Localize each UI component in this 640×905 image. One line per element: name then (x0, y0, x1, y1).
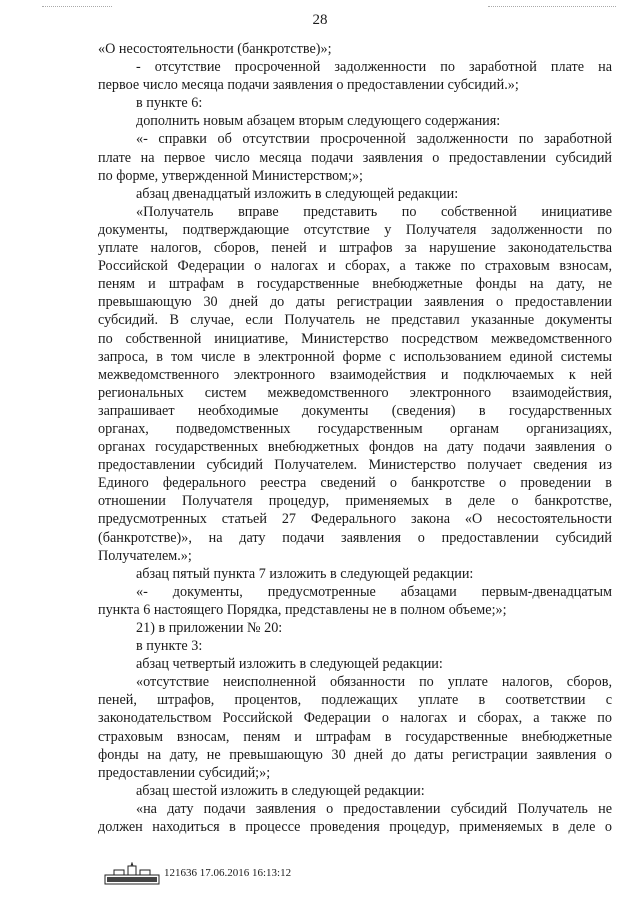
text-line: абзац пятый пункта 7 изложить в следующей редакции: (136, 565, 474, 582)
text-line: Единого федерального реестра сведений о банкротстве о проведении в (98, 475, 612, 492)
text-line: «на дату подачи заявления о предоставлении субсидий Получатель не (136, 800, 612, 817)
text-line: предоставлении субсидий Получателем. Министерство получает сведения из (98, 457, 612, 474)
scan-header-mark-right (488, 6, 616, 11)
text-line: субсидий. В случае, если Получатель не представил указанные документы (98, 312, 612, 329)
text-line: Российской Федерации о налогах и сборах, а также по страховым взносам, (98, 258, 612, 275)
text-line: должен находиться в процессе проведения процедур, применяемых в деле о (98, 819, 612, 836)
text-line: (банкротстве)», на дату подачи заявления о предоставлении субсидий (98, 529, 612, 546)
text-line: абзац шестой изложить в следующей редакции: (136, 782, 425, 799)
text-line: «О несостоятельности (банкротстве)»; (98, 41, 332, 57)
print-footer (104, 862, 364, 886)
text-line: предоставлении субсидий;»; (98, 764, 271, 781)
printing-house-stamp-icon (104, 862, 160, 886)
text-line: «- справки об отсутствии просроченной задолженности по заработной (136, 131, 612, 148)
text-line: органах, подведомственных государственным органам организациях, (98, 420, 612, 437)
text-line: органах государственных внебюджетных фондов на дату подачи заявления о (98, 439, 612, 456)
text-line: превышающую 30 дней до даты регистрации заявления о предоставлении (98, 294, 612, 311)
text-line: по собственной инициативе, Министерство посредством межведомственного (98, 330, 612, 347)
text-line: «- документы, предусмотренные абзацами первым-двенадцатым (136, 583, 612, 600)
text-line: 21) в приложении № 20: (136, 620, 283, 636)
text-line: межведомственного электронного взаимодействия и подключаемых к ней (98, 366, 612, 383)
text-line: первое число месяца подачи заявления о предоставлении субсидий.»; (98, 77, 519, 94)
text-line: региональных систем межведомственного электронного взаимодействия, (98, 384, 612, 401)
text-line: плате на первое число месяца подачи заявления о предоставлении субсидий (98, 149, 612, 166)
text-line: «Получатель вправе представить по собственной инициативе (136, 203, 612, 220)
text-line: отношении Получателя процедур, применяемых в деле о банкротстве, (98, 493, 612, 510)
document-body (98, 40, 612, 836)
text-line: - отсутствие просроченной задолженности по заработной плате на (136, 59, 612, 76)
text-line: пеней, штрафов, процентов, подлежащих уплате в соответствии с (98, 692, 612, 709)
page-number: 28 (312, 12, 328, 28)
text-line: абзац двенадцатый изложить в следующей редакции: (136, 185, 459, 202)
text-line: в пункте 3: (136, 638, 203, 655)
document-print-code: 121636 17.06.2016 16:13:12 (164, 867, 292, 879)
text-line: уплате налогов, сборов, пеней и штрафов за нарушение законодательства (98, 240, 612, 257)
text-line: фонды на дату, не превышающую 30 дней до даты регистрации заявления о (98, 746, 612, 763)
text-line: дополнить новым абзацем вторым следующего содержания: (136, 113, 501, 130)
text-line: предусмотренных статьей 27 Федерального закона «О несостоятельности (98, 511, 612, 528)
text-line: документы, подтверждающие отсутствие у Получателя задолженности по (98, 221, 612, 238)
text-line: Получателем.»; (98, 547, 192, 564)
text-line: «отсутствие неисполненной обязанности по уплате налогов, сборов, (136, 674, 612, 691)
text-line: законодательством Российской Федерации о налогах и сборах, а также по (98, 710, 612, 727)
text-line: по форме, утвержденной Министерством;»; (98, 167, 363, 184)
text-line: абзац четвертый изложить в следующей редакции: (136, 656, 443, 673)
text-line: запрашивает необходимые документы (сведения) в государственных (98, 402, 612, 419)
text-line: запроса, в том числе в электронной форме с использованием единой системы (98, 348, 612, 365)
text-line: в пункте 6: (136, 95, 203, 112)
scan-header-mark-left (42, 6, 112, 11)
text-line: пункта 6 настоящего Порядка, представлены не в полном объеме;»; (98, 601, 507, 618)
text-line: страховым взносам, пеням и штрафам в государственные внебюджетные (98, 728, 612, 745)
text-line: пеням и штрафам в государственные внебюджетные фонды на дату, не (98, 276, 612, 293)
